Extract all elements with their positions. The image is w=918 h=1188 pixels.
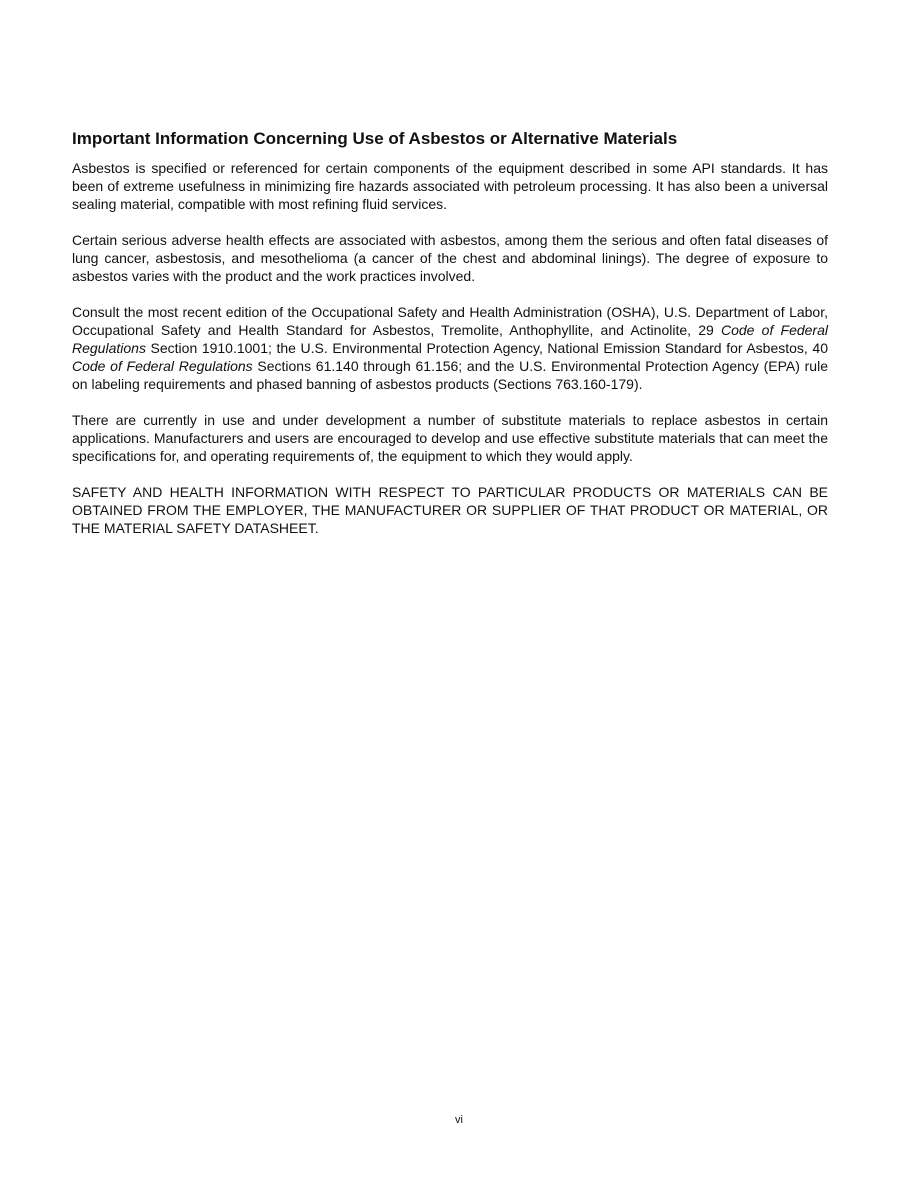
regulations-citation-2: Code of Federal Regulations: [72, 358, 253, 374]
regulations-text-3: Sections 61.140 through 61.156; and the U.S. Environmental Protection Agency (EPA) rule on labeling requirements and phased banning of asbestos products (Sections 763.160-179).: [72, 358, 828, 392]
paragraph-asbestos-usefulness: Asbestos is specified or referenced for certain components of the equipment described in some API standards. It has been of extreme usefulness in minimizing fire hazards associated with petroleum processing. It has also been a universal sealing material, compatible with most refining fluid services.: [72, 160, 828, 212]
page-number: vi: [455, 1114, 463, 1126]
regulations-citation-1: Code of Federal Regulations: [72, 322, 828, 356]
page-content: [72, 128, 828, 555]
paragraph-regulations: [72, 303, 828, 393]
page-title: Important Information Concerning Use of Asbestos or Alternative Materials: [72, 129, 678, 148]
paragraph-substitute-materials: There are currently in use and under development a number of substitute materials to replace asbestos in certain applications. Manufacturers and users are encouraged to develop and use effective substitute materials that can meet the specifications for, and operating requirements of, the equipment to which they would apply.: [72, 412, 828, 464]
regulations-text-2: Section 1910.1001; the U.S. Environmental Protection Agency, National Emission Standard for Asbestos, 40: [145, 340, 828, 356]
paragraph-safety-notice: SAFETY AND HEALTH INFORMATION WITH RESPECT TO PARTICULAR PRODUCTS OR MATERIALS CAN BE OBTAINED FROM THE EMPLOYER, THE MANUFACTURER OR SUPPLIER OF THAT PRODUCT OR MATERIAL, OR THE MATERIAL SAFETY DATASHEET.: [72, 484, 828, 536]
paragraph-health-effects: Certain serious adverse health effects are associated with asbestos, among them the serious and often fatal diseases of lung cancer, asbestosis, and mesothelioma (a cancer of the chest and abdominal linings). The degree of exposure to asbestos varies with the product and the work practices involved.: [72, 232, 828, 284]
regulations-text-1: Consult the most recent edition of the Occupational Safety and Health Administration (OSHA), U.S. Department of Labor, Occupational Safety and Health Standard for Asbestos, Tremolite, Anthophyllite, and Actinolite, 29: [72, 304, 828, 338]
